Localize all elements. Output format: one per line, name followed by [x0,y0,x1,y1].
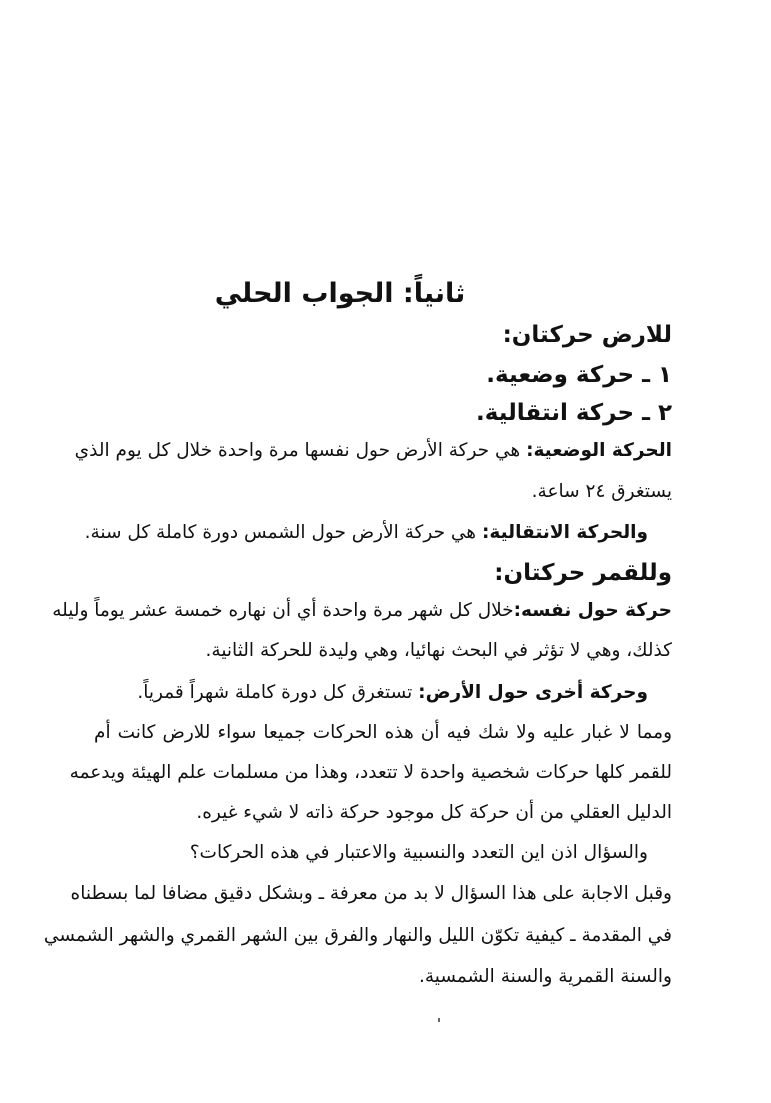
moon-self-motion-line-1 [52,600,672,621]
scan-speck [438,1018,440,1022]
moon-orbit-text: تستغرق كل دورة كاملة شهراً قمرياً. [137,682,419,703]
paragraph-line: ومما لا غبار عليه ولا شك فيه أن هذه الحركات جميعا سواء للارض كانت أم [94,722,672,743]
section-title: ثانياً: الجواب الحلي [214,278,466,309]
moon-motions-heading: وللقمر حركتان: [494,560,672,586]
list-item-rotation: ١ ـ حركة وضعية. [486,362,672,388]
rotation-definition-line-1 [74,440,672,461]
paragraph-line: وقبل الاجابة على هذا السؤال لا بد من معرفة ـ وبشكل دقيق مضافا لما بسطناه [70,883,672,904]
revolution-term: والحركة الانتقالية: [481,522,648,543]
list-item-revolution: ٢ ـ حركة انتقالية. [476,400,672,426]
paragraph-line: للقمر كلها حركات شخصية واحدة لا تتعدد، وهذا من مسلمات علم الهيئة ويدعمه [69,762,672,783]
moon-self-motion-term: حركة حول نفسه: [513,600,672,621]
paragraph-line: والسنة القمرية والسنة الشمسية. [418,966,672,987]
moon-self-motion-line-2: كذلك، وهي لا تؤثر في البحث نهائيا، وهي وليدة للحركة الثانية. [205,640,672,661]
revolution-text: هي حركة الأرض حول الشمس دورة كاملة كل سنة. [84,522,482,543]
moon-orbit-term: وحركة أخرى حول الأرض: [418,682,648,703]
rotation-text: هي حركة الأرض حول نفسها مرة واحدة خلال كل يوم الذي [74,440,527,461]
earth-motions-heading: للارض حركتان: [502,322,672,348]
paragraph-line: الدليل العقلي من أن حركة كل موجود حركة ذاته لا شيء غيره. [196,802,672,823]
revolution-definition [85,522,648,543]
rotation-definition-line-2: يستغرق ٢٤ ساعة. [531,481,672,502]
question-line: والسؤال اذن اين التعدد والنسبية والاعتبار في هذه الحركات؟ [189,842,648,863]
moon-self-motion-text: خلال كل شهر مرة واحدة أي أن نهاره خمسة عشر يوماً وليله [52,600,514,621]
paragraph-line: في المقدمة ـ كيفية تكوّن الليل والنهار والفرق بين الشهر القمري والشهر الشمسي [43,925,672,946]
moon-orbit-motion [137,682,648,703]
rotation-term: الحركة الوضعية: [526,440,672,461]
